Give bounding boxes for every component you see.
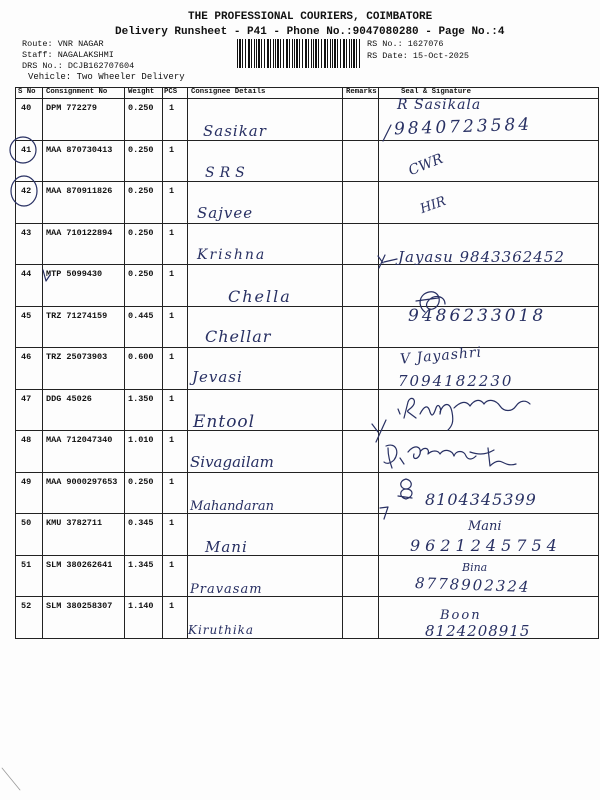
serial-number: 47 [16,389,43,431]
rs-date: RS Date: 15-Oct-2025 [367,51,470,61]
remarks-cell [343,348,379,390]
consignment-number: MAA 712047340 [43,431,125,473]
handwritten-consignee: Krishna [197,247,267,263]
weight: 0.250 [125,265,163,307]
handwritten-phone-number: 9486233018 [408,306,547,326]
pieces: 1 [163,182,188,224]
pieces: 1 [163,431,188,473]
serial-number: 49 [16,472,43,514]
handwritten-consignee: Chellar [205,327,272,346]
handwritten-consignee: Mani [205,538,248,556]
remarks-cell [343,265,379,307]
pieces: 1 [163,265,188,307]
remarks-cell [343,140,379,182]
staff-label: Staff: NAGALAKSHMI [22,50,114,60]
handwritten-receiver-name: HIR [418,193,449,218]
serial-number: 46 [16,348,43,390]
remarks-cell [343,223,379,265]
serial-number: 40 [16,99,43,141]
handwritten-consignee: Entool [193,412,256,432]
weight: 0.600 [125,348,163,390]
remarks-cell [343,182,379,224]
handwritten-receiver-name: Mani [468,519,502,534]
header-signature: Seal & Signature [379,88,599,99]
signature-cell [379,265,599,307]
handwritten-receiver-name: Boon [440,608,482,623]
handwritten-consignee: SRS [205,165,250,181]
company-name: THE PROFESSIONAL COURIERS, COIMBATORE [188,11,433,23]
remarks-cell [343,597,379,639]
handwritten-phone-number: 7094182230 [398,372,514,390]
consignment-number: DDG 45026 [43,389,125,431]
route-label: Route: VNR NAGAR [22,39,104,49]
consignment-number: SLM 380262641 [43,555,125,597]
signature-cell [379,431,599,473]
handwritten-consignee: Jevasi [192,368,243,386]
serial-number: 41 [16,140,43,182]
weight: 0.250 [125,140,163,182]
weight: 0.250 [125,472,163,514]
weight: 1.345 [125,555,163,597]
remarks-cell [343,99,379,141]
consignment-number: SLM 380258307 [43,597,125,639]
handwritten-phone-number: 9621245754 [410,536,562,555]
handwritten-receiver-name: V Jayashri [399,344,483,368]
rs-number: RS No.: 1627076 [367,39,444,49]
remarks-cell [343,306,379,348]
pieces: 1 [163,514,188,556]
table-row [16,182,599,224]
weight: 1.010 [125,431,163,473]
remarks-cell [343,472,379,514]
consignment-number: KMU 3782711 [43,514,125,556]
table-row [16,431,599,473]
serial-number: 42 [16,182,43,224]
barcode [237,39,360,68]
handwritten-receiver-name: Bina [462,561,488,574]
pieces: 1 [163,348,188,390]
pieces: 1 [163,472,188,514]
pieces: 1 [163,555,188,597]
header-consignment: Consignment No [43,88,125,99]
consignment-number: MTP 5099430 [43,265,125,307]
table-row [16,140,599,182]
consignment-number: MAA 870911826 [43,182,125,224]
serial-number: 50 [16,514,43,556]
weight: 0.445 [125,306,163,348]
remarks-cell [343,514,379,556]
handwritten-consignee: Sivagailam [190,453,274,471]
consignment-number: TRZ 25073903 [43,348,125,390]
pieces: 1 [163,99,188,141]
handwritten-phone-number: 9840723584 [393,114,533,140]
consignment-number: MAA 9000297653 [43,472,125,514]
remarks-cell [343,389,379,431]
serial-number: 45 [16,306,43,348]
scan-artifact-line [2,768,20,790]
pieces: 1 [163,140,188,182]
header-consignee: Consignee Details [188,88,343,99]
handwritten-phone-number: 8104345399 [425,490,537,509]
remarks-cell [343,555,379,597]
consignment-number: MAA 870730413 [43,140,125,182]
handwritten-consignee: Pravasam [190,582,263,597]
handwritten-consignee: Sasikar [203,122,267,140]
serial-number: 43 [16,223,43,265]
header-weight: Weight [125,88,163,99]
handwritten-phone-number: 8124208915 [425,622,531,640]
weight: 1.350 [125,389,163,431]
table-row [16,389,599,431]
handwritten-consignee: Kiruthika [188,623,255,637]
pieces: 1 [163,389,188,431]
serial-number: 52 [16,597,43,639]
drs-number: DRS No.: DCJB162707604 [22,61,135,71]
handwritten-phone-number: 8778902324 [414,573,531,597]
handwritten-receiver-name: CWR [406,150,446,180]
serial-number: 51 [16,555,43,597]
table-header-row [16,88,599,99]
handwritten-consignee: Chella [228,287,292,306]
consignment-number: MAA 710122894 [43,223,125,265]
signature-cell [379,389,599,431]
handwritten-receiver-name: Jayasu 9843362452 [398,248,565,266]
delivery-table [15,87,599,639]
signature-cell [379,182,599,224]
runsheet-subtitle: Delivery Runsheet - P41 - Phone No.:9047080280 - Page No.:4 [115,26,505,38]
consignment-number: TRZ 71274159 [43,306,125,348]
header-sno: S No [16,88,43,99]
header-pcs: PCS [163,88,188,99]
pieces: 1 [163,223,188,265]
handwritten-consignee: Mahandaran [190,499,274,514]
pieces: 1 [163,306,188,348]
header-remarks: Remarks [343,88,379,99]
pieces: 1 [163,597,188,639]
weight: 0.345 [125,514,163,556]
serial-number: 44 [16,265,43,307]
consignment-number: DPM 772279 [43,99,125,141]
serial-number: 48 [16,431,43,473]
remarks-cell [343,431,379,473]
handwritten-consignee: Sajvee [197,204,254,222]
weight: 1.140 [125,597,163,639]
weight: 0.250 [125,223,163,265]
weight: 0.250 [125,182,163,224]
table-row [16,265,599,307]
handwritten-receiver-name: R Sasikala [397,97,482,113]
vehicle-label: Vehicle: Two Wheeler Delivery [28,72,185,82]
weight: 0.250 [125,99,163,141]
